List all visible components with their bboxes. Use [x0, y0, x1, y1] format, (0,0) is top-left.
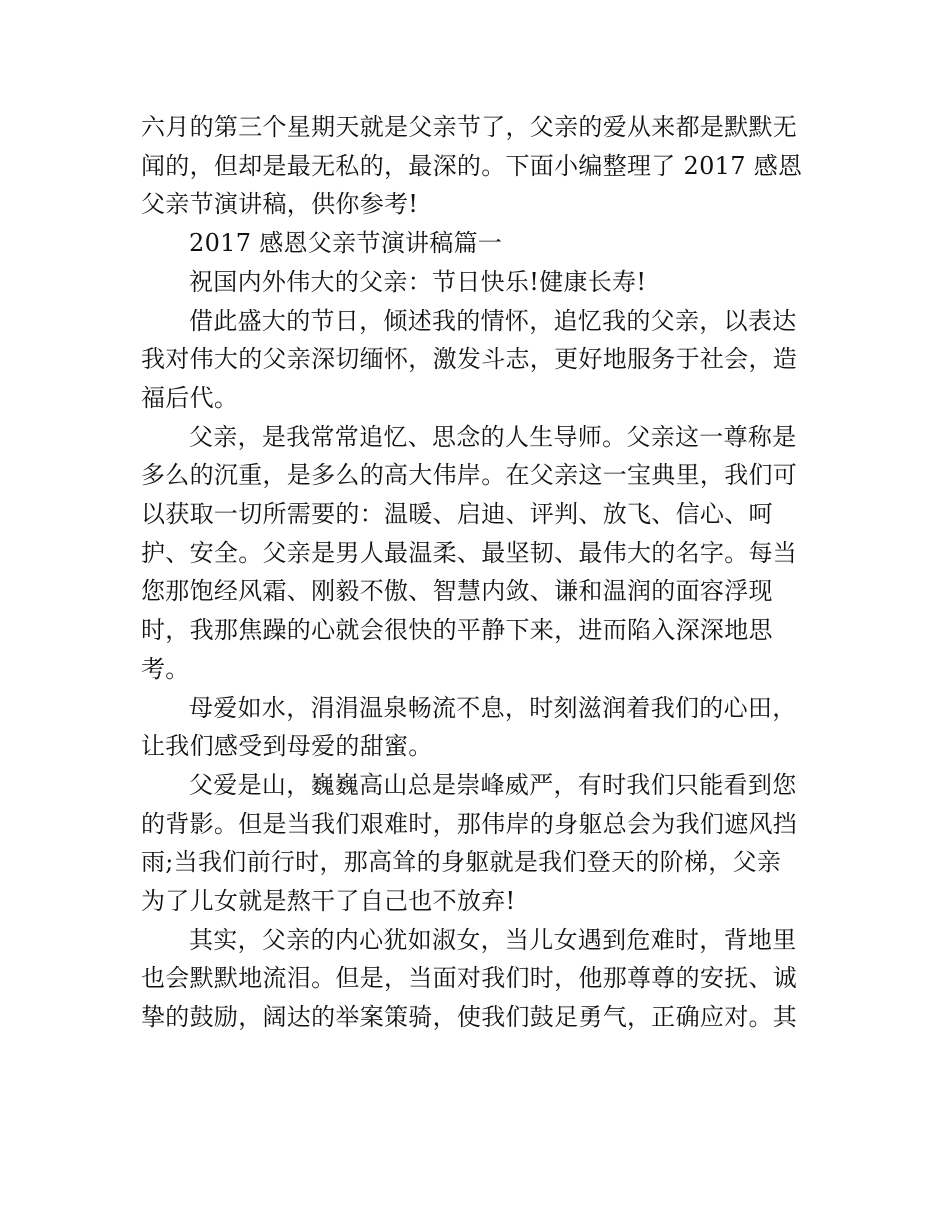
text-line: 多么的沉重，是多么的高大伟岸。在父亲这一宝典里，我们可	[141, 461, 798, 490]
text-line: 护、安全。父亲是男人最温柔、最坚韧、最伟大的名字。每当	[141, 538, 798, 567]
text-line: 六月的第三个星期天就是父亲节了，父亲的爱从来都是默默无	[141, 113, 798, 141]
text-line: 让我们感受到母爱的甜蜜。	[141, 732, 433, 761]
text-line: 母爱如水，涓涓温泉畅流不息，时刻滋润着我们的心田，	[189, 693, 797, 722]
text-line: 闻的，但却是最无私的，最深的。下面小编整理了 2017 感恩	[141, 151, 803, 180]
text-line: 时，我那焦躁的心就会很快的平静下来，进而陷入深深地思	[141, 616, 773, 645]
text-line: 以获取一切所需要的：温暖、启迪、评判、放飞、信心、呵	[141, 500, 773, 529]
text-line: 雨;当我们前行时，那高耸的身躯就是我们登天的阶梯，父亲	[141, 848, 782, 877]
text-line: 其实，父亲的内心犹如淑女，当儿女遇到危难时，背地里	[189, 925, 797, 954]
text-line: 父爱是山，巍巍高山总是崇峰威严，有时我们只能看到您	[189, 770, 797, 799]
text-line: 福后代。	[141, 383, 239, 412]
text-line: 祝国内外伟大的父亲：节日快乐!健康长寿!	[189, 267, 647, 296]
text-line: 也会默默地流泪。但是，当面对我们时，他那尊尊的安抚、诚	[141, 964, 798, 993]
text-line: 为了儿女就是熬干了自己也不放弃!	[141, 887, 516, 916]
text-line: 父亲节演讲稿，供你参考!	[141, 190, 419, 219]
document-body	[141, 108, 813, 1037]
text-line: 父亲，是我常常追忆、思念的人生导师。父亲这一尊称是	[189, 422, 797, 451]
text-line: 借此盛大的节日，倾述我的情怀，追忆我的父亲，以表达	[189, 306, 797, 335]
section-heading: 2017 感恩父亲节演讲稿篇一	[189, 229, 503, 258]
text-line: 考。	[141, 654, 190, 683]
text-line: 您那饱经风霜、刚毅不傲、智慧内敛、谦和温润的面容浮现	[141, 577, 773, 606]
text-line: 我对伟大的父亲深切缅怀，激发斗志，更好地服务于社会，造	[141, 345, 798, 374]
text-line: 的背影。但是当我们艰难时，那伟岸的身躯总会为我们遮风挡	[141, 809, 798, 838]
text-line: 挚的鼓励，阔达的举案策骑，使我们鼓足勇气，正确应对。其	[141, 1003, 798, 1032]
